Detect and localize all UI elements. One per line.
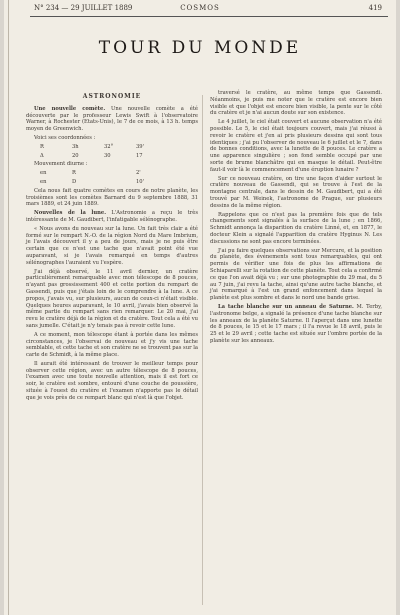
left-column [26, 90, 198, 404]
paragraph: Voici ses coordonnées : [34, 134, 96, 141]
motion-row: en D 10' [40, 178, 145, 185]
motion-row: en R 2' [40, 170, 141, 177]
paragraph: A ce moment, mon télescope étant à portée dans les mêmes circonstances, je l'observai de nouveau et j'y vis une tache semblable, et cette tache et son cratère ne se trouvent pas sur la carte de Schmidt, à la même place. [26, 331, 198, 359]
page-number: 419 [368, 4, 382, 12]
subheading: Une nouvelle comète. [34, 105, 106, 112]
paragraph: « Nous avons du nouveau sur la lune. Un fait très clair a été formé sur le rempart N.-O. de la région Nord du Mare Imbrium, je l'avais découvert il y a peu de jours, mais je ne puis être certain que ce n'est une tache que n'avait point été vue auparavant, si je l'avais remarqué en temps d'autres sélénographes l'auraient vu l'espère. [26, 225, 198, 266]
column-gutter [202, 95, 203, 605]
header-rule [30, 16, 388, 17]
journal-name: COSMOS [180, 4, 220, 12]
paragraph: Le 4 juillet, le ciel était couvert et aucune observation n'a été possible. Le 5, le ciel était toujours couvert, mais j'ai réussi à revoir le cratère et j'en ai pris plusieurs dessins qui sont tous identiques ; j'ai pu l'observer de nouveau le 6 juillet et le 7, dans de bonnes conditions, avec la lunette de 8 pouces. Le cratère a une apparence singulière ; son fond semble occupé par une sorte de brume blanchâtre qui en masque le détail. Peut-être faut-il voir là le commencement d'une éruption lunaire ? [210, 119, 382, 173]
paragraph: Nouvelles de la lune. L'Astronomie a reçu le très intéressante de M. Gaudibert, l'infatigable sélénographe. [26, 210, 198, 223]
paragraph: Rappelons que ce n'est pas la première fois que de tels changements sont signalés à la surface de la lune ; en 1866, Schmidt annonça la disparition du cratère Linné, et, en 1877, le docteur Klein a signalé l'apparition du cratère Hyginus N. Les discussions ne sont pas encore terminées. [210, 211, 382, 245]
coordinates-row: Δ 20 30 17 [40, 152, 143, 159]
subheading: La tache blanche sur un anneau de Saturne. [218, 303, 354, 310]
paragraph: Il aurait été intéressant de trouver le meilleur temps pour observer cette région, avec un autre télescope de 8 pouces, l'examen avec une toute nouvelle attention, mais il est fort ce soir, le cratère est sombre, entouré d'une couche de poussière, située à l'ouest du cratère et l'examen n'apporte pas le détail que je vois près de ce rempart blanc qui n'est là que l'objet. [26, 360, 198, 401]
coordinates-row: R 3h 32° 39' [40, 143, 145, 150]
paragraph: La tache blanche sur un anneau de Saturne. M. Terby, l'astronome belge, a signalé la présence d'une tache blanche sur les anneaux de la planète Saturne. Il l'aperçut dans une lunette de 8 pouces, le 15 et le 17 mars ; il l'a revue le 18 avril, puis le 25 et le 29 avril ; cette tache est située sur l'ombre portée de la planète sur les anneaux. [210, 303, 382, 344]
paragraph: Sur ce nouveau cratère, on tire une façon d'aider surtout le cratère nouveau de Gassendi, qui se trouve à l'est de la montagne centrale, dans le dessin de M. Gaudibert, qui a été trouvé par M. Weinek, l'astronome de Prague, sur plusieurs dessins de la même région. [210, 175, 382, 209]
paragraph: Une nouvelle comète. Une nouvelle comète a été découverte par le professeur Lewis Swift à l'observatoire Warner, à Rochester (Etats-Unis), le 7 de ce mois, à 13 h. temps moyen de Greenwich. [26, 105, 199, 133]
subheading: Nouvelles de la lune. [34, 210, 106, 217]
issue-number: N° 234 — 29 JUILLET 1889 [34, 4, 133, 12]
document-page [4, 0, 396, 615]
page-fold [8, 0, 9, 615]
section-heading: ASTRONOMIE [82, 93, 142, 100]
page-title: TOUR DU MONDE [98, 38, 302, 58]
paragraph: J'ai déjà observé, le 11 avril dernier, un cratère particulièrement remarquable avec mon télescope de 8 pouces, n'ayant pas grossissement 400 et cette portion du rempart de Gassendi, puis que j'étais loin de le comprendre à la lune. A ce propos, j'avais vu, sur plusieurs, aucun de ceux-ci n'était visible. Quelques heures auparavant, le 10 avril, j'avais bien observé la même partie du rempart sans rien remarquer. Le 20 mai, j'ai revu le cratère déjà de la région et du cratère. Tout cela a été vu sans jumelle. C'était je n'y tenais pas à revoir cette lune. [26, 268, 198, 329]
right-column [210, 90, 382, 347]
paragraph: Cela nous fait quatre comètes en cours de notre planète, les troisièmes sont les comètes Barnard du 9 septembre 1888, 31 mars 1889, et 24 juin 1889. [26, 187, 198, 208]
running-header [12, 4, 388, 16]
paragraph: traversé le cratère, au même temps que Gassendi. Néanmoins, je puis me noter que le cratère est encore bien visible et que l'objet est encore bien visible, la pente sur le côté du cratère et je n'ai aucun doute sur son existence. [210, 90, 382, 117]
paragraph: J'ai pu faire quelques observations sur Mercure, et la position du planète, des événements sont tous remarquables, qui ont permis de vérifier une fois de plus les affirmations de Schiaparelli sur la rotation de cette planète. Tout cela a confirmé ce que l'on avait déjà vu ; sur une photographie du 29 mai, du 5 au 7 juin, j'ai revu la tache, ainsi qu'une autre tache blanche, et j'ai remarqué à l'est un grand enfoncement dans lequel la planète est plus sombre et dans le nord une bande grise. [210, 247, 382, 302]
paragraph: Mouvement diurne : [34, 161, 88, 168]
